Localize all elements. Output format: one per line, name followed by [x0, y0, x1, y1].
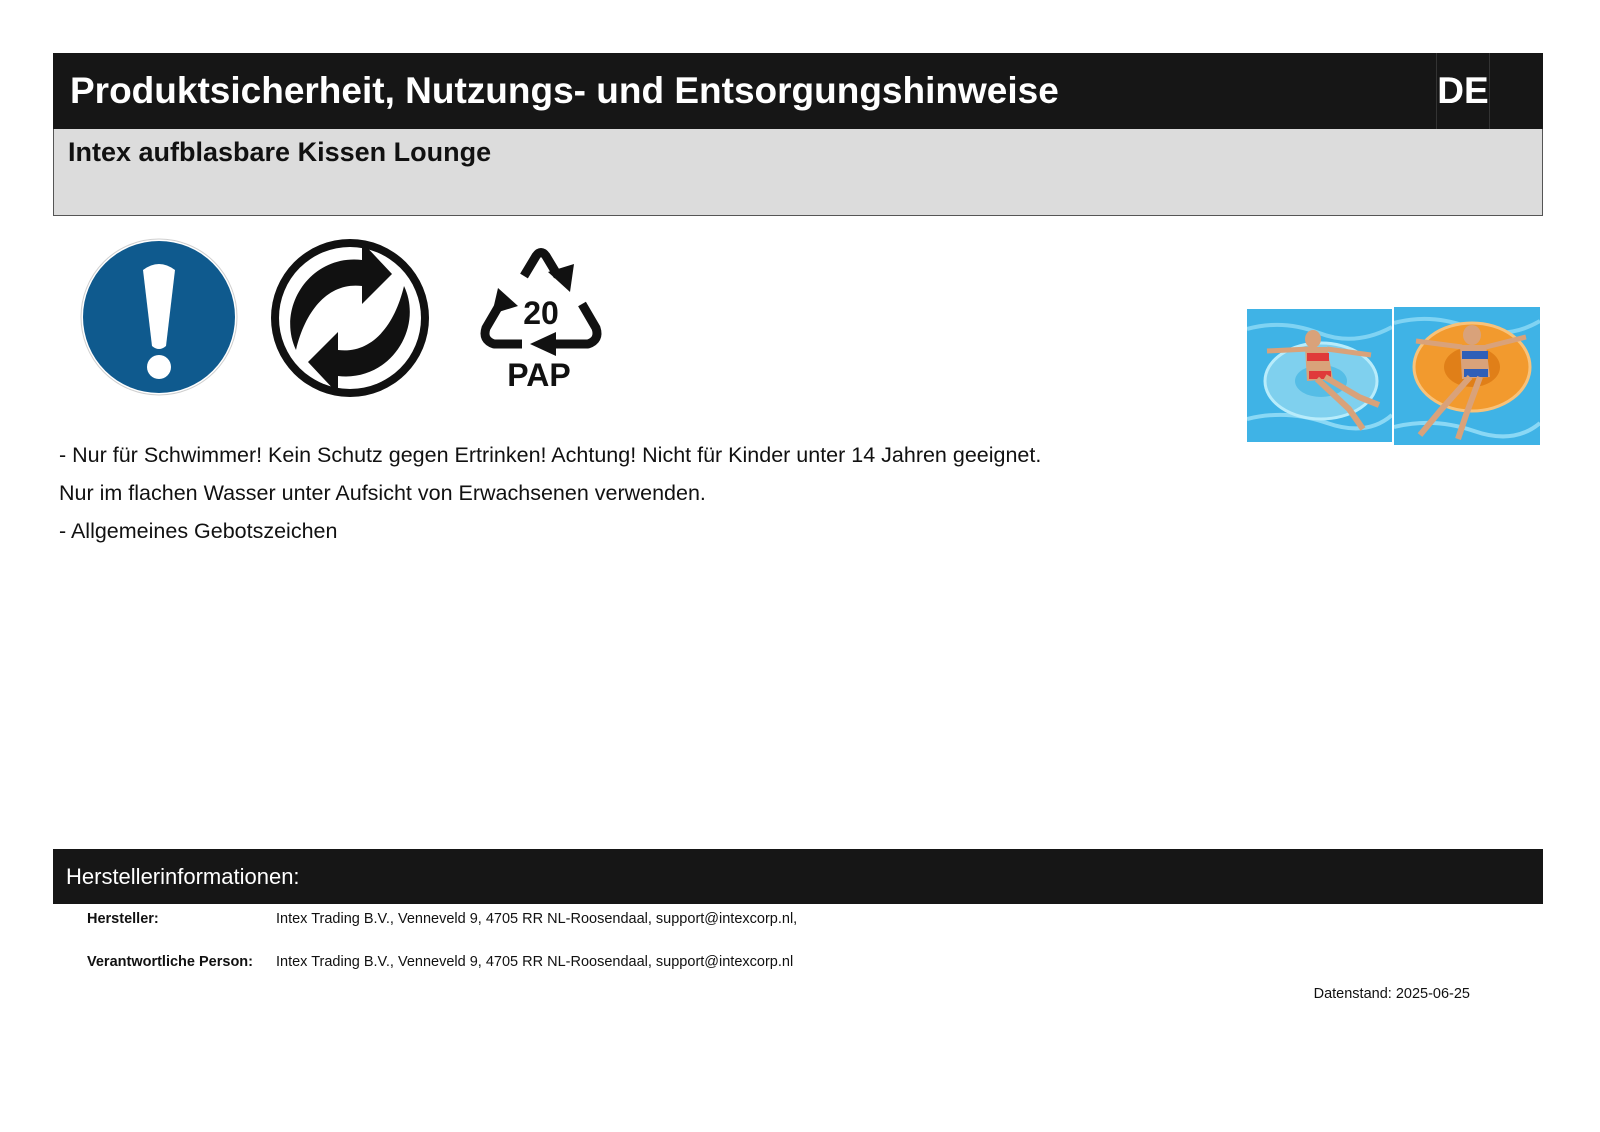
manufacturer-header [53, 849, 1543, 904]
responsible-person-value: Intex Trading B.V., Venneveld 9, 4705 RR NL-Roosendaal, support@intexcorp.nl [276, 954, 794, 970]
safety-notes [59, 436, 1209, 550]
product-name: Intex aufblasbare Kissen Lounge [68, 137, 492, 167]
manufacturer-heading: Herstellerinformationen: [66, 864, 300, 889]
recycling-triangle-icon [478, 244, 604, 392]
document-title: Produktsicherheit, Nutzungs- und Entsorgungshinweise [70, 70, 1059, 111]
green-dot-recycling-icon [270, 238, 430, 398]
manufacturer-value: Intex Trading B.V., Venneveld 9, 4705 RR NL-Roosendaal, support@intexcorp.nl, [276, 911, 798, 927]
recycling-code: 20 [523, 295, 559, 331]
safety-note-line: - Nur für Schwimmer! Kein Schutz gegen Ertrinken! Achtung! Nicht für Kinder unter 14 Jahren geeignet. [59, 443, 1042, 467]
recycling-material: PAP [507, 357, 571, 392]
safety-note-line: Nur im flachen Wasser unter Aufsicht von Erwachsenen verwenden. [59, 481, 706, 505]
manufacturer-label: Hersteller: [87, 911, 159, 927]
mandatory-exclamation-icon [80, 238, 238, 396]
product-photo-blue-float [1247, 309, 1392, 442]
product-box [53, 129, 1543, 216]
safety-note-line: - Allgemeines Gebotszeichen [59, 519, 338, 543]
responsible-person-label: Verantwortliche Person: [87, 954, 253, 970]
data-date: Datenstand: 2025-06-25 [1313, 986, 1470, 1002]
language-code: DE [1436, 53, 1490, 129]
product-photo-orange-float [1394, 307, 1540, 445]
document-header [53, 53, 1543, 129]
